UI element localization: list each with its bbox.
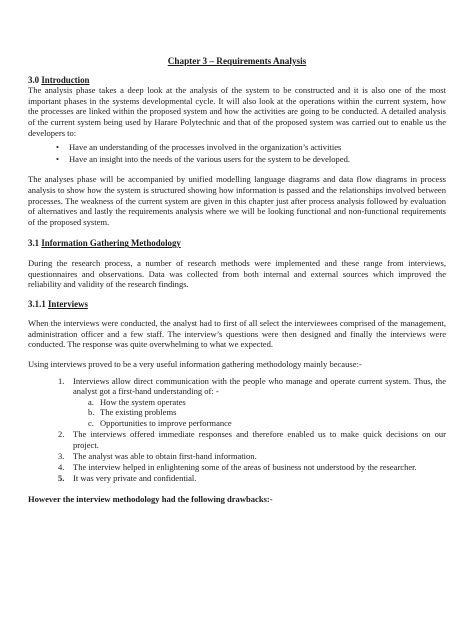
gathering-paragraph: During the research process, a number of research methods were implemented and these range from interviews, questionnaires and observations. Data was collected from both internal and external sources which improved the reliability and validity of the research findings. xyxy=(28,257,446,290)
sub-list-letter: c. xyxy=(88,418,94,429)
list-item xyxy=(58,376,446,429)
drawbacks-heading: However the interview methodology had the following drawbacks:- xyxy=(28,493,273,504)
section-title: Introduction xyxy=(41,74,90,85)
intro-paragraph-2: The analyses phase will be accompanied by unified modelling language diagrams and data flow diagrams in process analysis to show how the system is structured showing how information is passed and the relationships involved between processes. The weakness of the current system are given in this chapter just after process analysis followed by evaluation of alternatives and lastly the requirements analysis where we will be looking functional and non-functional requirements of the proposed system. xyxy=(28,174,446,227)
interview-benefits-list xyxy=(28,376,446,484)
sub-list-item xyxy=(88,397,446,408)
bullet-item xyxy=(56,154,446,165)
bullet-item xyxy=(56,142,446,153)
bullet-text: Have an understanding of the processes involved in the organization’s activities xyxy=(69,142,342,153)
section-title: Interviews xyxy=(47,298,88,309)
bullet-icon: • xyxy=(56,142,59,153)
list-item xyxy=(58,473,446,484)
list-item-text: The interview helped in enlightening some of the areas of business not understood by the researcher. xyxy=(73,461,417,472)
section-title: Information Gathering Methodology xyxy=(41,238,181,249)
section-heading-interviews xyxy=(28,299,446,310)
sub-list-item xyxy=(88,407,446,418)
list-number: 5. xyxy=(58,473,65,483)
sub-list xyxy=(73,397,446,429)
bullet-icon: • xyxy=(56,153,59,164)
list-item-text: The interviews offered immediate responses and therefore enabled us to make quick decisions on our project. xyxy=(73,429,446,450)
section-heading-introduction xyxy=(28,75,446,86)
list-item xyxy=(58,462,446,473)
chapter-title: Chapter 3 – Requirements Analysis xyxy=(167,56,307,66)
list-number: 3. xyxy=(58,450,65,461)
list-item-text: The analyst was able to obtain first-hand information. xyxy=(73,450,257,461)
section-heading-information-gathering xyxy=(28,238,446,249)
list-item-text: Interviews allow direct communication with the people who manage and operate current system. Thus, the analyst got a first-hand understanding of: - xyxy=(73,375,446,397)
list-item xyxy=(58,451,446,462)
intro-paragraph-1: The analysis phase takes a deep look at the analysis of the system to be constructed and it is also one of the most important phases in the systems developmental cycle. It will also look at the operations within the current system, how the processes are linked within the proposed system and how the activities are going to be conducted. A detailed analysis of the current system being used by Harare Polytechnic and that of the proposed system was carried out to enable us the developers to: xyxy=(28,85,446,138)
sub-list-letter: a. xyxy=(88,396,94,407)
interviews-paragraph-1: When the interviews were conducted, the analyst had to first of all select the interviewees comprised of the management, administration officer and a few staff. The interview’s questions were then designed and finally the interviews were conducted. The response was quite overwhelming to what we expected. xyxy=(28,318,446,350)
section-number: 3.0 xyxy=(28,74,40,85)
section-number: 3.1 xyxy=(28,238,40,249)
list-number: 2. xyxy=(58,429,65,440)
section-number: 3.1.1 xyxy=(28,298,46,309)
sub-list-item xyxy=(88,418,446,429)
list-item-text: It was very private and confidential. xyxy=(73,473,197,483)
sub-list-text: How the system operates xyxy=(100,396,186,407)
list-number: 1. xyxy=(58,375,65,386)
sub-list-text: Opportunities to improve performance xyxy=(100,418,232,429)
document-page xyxy=(28,56,446,504)
intro-bullet-list xyxy=(28,142,446,164)
sub-list-text: The existing problems xyxy=(100,407,177,418)
list-item xyxy=(58,429,446,450)
bullet-text: Have an insight into the needs of the various users for the system to be developed. xyxy=(69,153,351,164)
sub-list-letter: b. xyxy=(88,407,95,418)
interviews-paragraph-2: Using interviews proved to be a very useful information gathering methodology mainly because:- xyxy=(28,359,362,370)
list-number: 4. xyxy=(58,461,65,472)
